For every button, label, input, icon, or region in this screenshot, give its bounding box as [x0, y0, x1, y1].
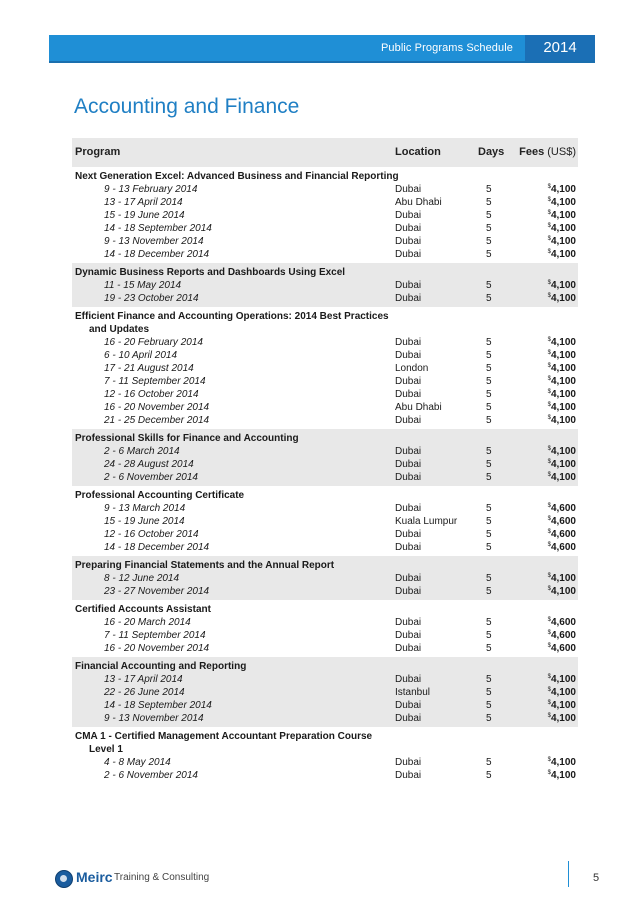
session-fee: $4,600: [547, 643, 576, 654]
session-date: 14 - 18 December 2014: [104, 542, 210, 553]
session-days: 5: [486, 459, 492, 470]
session-row: [72, 414, 578, 427]
session-location: Dubai: [395, 573, 422, 584]
session-fee: $4,100: [547, 687, 576, 698]
session-date: 16 - 20 March 2014: [104, 617, 191, 628]
session-days: 5: [486, 617, 492, 628]
session-row: [72, 458, 578, 471]
session-location: Dubai: [395, 210, 422, 221]
session-location: Dubai: [395, 503, 422, 514]
header-year: 2014: [525, 35, 595, 61]
session-location: Dubai: [395, 446, 422, 457]
program-title: Professional Accounting Certificate: [75, 490, 245, 501]
program-group: [72, 657, 578, 727]
session-location: Dubai: [395, 757, 422, 768]
session-row: [72, 388, 578, 401]
session-days: 5: [486, 236, 492, 247]
session-fee: $4,100: [547, 280, 576, 291]
session-days: 5: [486, 197, 492, 208]
program-group: [72, 727, 578, 784]
session-location: Dubai: [395, 249, 422, 260]
session-row: [72, 349, 578, 362]
session-fee: $4,100: [547, 249, 576, 260]
session-row: [72, 699, 578, 712]
session-location: Kuala Lumpur: [395, 516, 458, 527]
session-fee: $4,100: [547, 402, 576, 413]
session-location: Dubai: [395, 586, 422, 597]
session-days: 5: [486, 757, 492, 768]
session-date: 12 - 16 October 2014: [104, 389, 199, 400]
session-location: Dubai: [395, 674, 422, 685]
schedule-table: [72, 138, 578, 784]
session-date: 2 - 6 March 2014: [104, 446, 180, 457]
session-row: [72, 515, 578, 528]
session-date: 21 - 25 December 2014: [104, 415, 210, 426]
session-fee: $4,600: [547, 516, 576, 527]
session-days: 5: [486, 337, 492, 348]
session-fee: $4,100: [547, 573, 576, 584]
session-location: Dubai: [395, 617, 422, 628]
meirc-logo-icon: [55, 870, 73, 888]
session-days: 5: [486, 713, 492, 724]
session-date: 19 - 23 October 2014: [104, 293, 199, 304]
session-days: 5: [486, 770, 492, 781]
session-date: 9 - 13 November 2014: [104, 713, 204, 724]
page-title: Accounting and Finance: [74, 95, 300, 118]
session-days: 5: [486, 687, 492, 698]
session-days: 5: [486, 643, 492, 654]
session-row: [72, 362, 578, 375]
session-date: 12 - 16 October 2014: [104, 529, 199, 540]
session-date: 17 - 21 August 2014: [104, 363, 194, 374]
program-title: Certified Accounts Assistant: [75, 604, 211, 615]
session-fee: $4,100: [547, 674, 576, 685]
session-fee: $4,100: [547, 184, 576, 195]
session-location: Dubai: [395, 415, 422, 426]
program-group: [72, 556, 578, 600]
session-location: Istanbul: [395, 687, 431, 698]
footer-divider: [568, 861, 569, 887]
session-days: 5: [486, 402, 492, 413]
session-days: 5: [486, 674, 492, 685]
session-fee: $4,100: [547, 197, 576, 208]
session-location: Dubai: [395, 529, 422, 540]
session-date: 13 - 17 April 2014: [104, 197, 183, 208]
program-title: CMA 1 - Certified Management Accountant Preparation Course Level 1: [75, 731, 373, 755]
session-date: 8 - 12 June 2014: [104, 573, 180, 584]
session-date: 11 - 15 May 2014: [104, 280, 182, 291]
session-location: Dubai: [395, 337, 422, 348]
session-row: [72, 616, 578, 629]
session-location: Dubai: [395, 643, 422, 654]
session-date: 13 - 17 April 2014: [104, 674, 183, 685]
session-days: 5: [486, 542, 492, 553]
session-days: 5: [486, 350, 492, 361]
col-program: Program: [75, 146, 121, 158]
session-days: 5: [486, 586, 492, 597]
session-fee: $4,100: [547, 770, 576, 781]
session-row: [72, 445, 578, 458]
session-fee: $4,600: [547, 617, 576, 628]
session-date: 2 - 6 November 2014: [104, 770, 198, 781]
session-location: Dubai: [395, 184, 422, 195]
session-days: 5: [486, 529, 492, 540]
session-date: 9 - 13 February 2014: [104, 184, 198, 195]
col-days: Days: [478, 146, 505, 158]
session-row: [72, 248, 578, 261]
session-location: Dubai: [395, 293, 422, 304]
program-title: Financial Accounting and Reporting: [75, 661, 247, 672]
session-date: 6 - 10 April 2014: [104, 350, 178, 361]
page-number: 5: [593, 872, 600, 884]
session-date: 22 - 26 June 2014: [104, 687, 185, 698]
session-row: [72, 712, 578, 725]
session-row: [72, 292, 578, 305]
session-date: 9 - 13 November 2014: [104, 236, 204, 247]
program-group: [72, 429, 578, 486]
session-date: 23 - 27 November 2014: [104, 586, 210, 597]
session-days: 5: [486, 573, 492, 584]
session-days: 5: [486, 249, 492, 260]
session-fee: $4,100: [547, 757, 576, 768]
program-group: [72, 307, 578, 429]
session-days: 5: [486, 223, 492, 234]
session-location: Dubai: [395, 770, 422, 781]
session-location: Abu Dhabi: [395, 402, 442, 413]
program-title: Preparing Financial Statements and the Annual Report: [75, 560, 335, 571]
session-row: [72, 375, 578, 388]
session-row: [72, 585, 578, 598]
program-groups: [72, 167, 578, 784]
session-days: 5: [486, 280, 492, 291]
session-fee: $4,600: [547, 503, 576, 514]
session-location: Dubai: [395, 700, 422, 711]
session-row: [72, 769, 578, 782]
session-row: [72, 209, 578, 222]
program-title: Professional Skills for Finance and Accounting: [75, 433, 299, 444]
program-title: Dynamic Business Reports and Dashboards Using Excel: [75, 267, 346, 278]
session-location: Dubai: [395, 542, 422, 553]
session-fee: $4,600: [547, 542, 576, 553]
session-days: 5: [486, 293, 492, 304]
session-days: 5: [486, 503, 492, 514]
session-location: Dubai: [395, 713, 422, 724]
session-row: [72, 528, 578, 541]
session-days: 5: [486, 472, 492, 483]
session-days: 5: [486, 700, 492, 711]
session-fee: $4,100: [547, 210, 576, 221]
session-date: 16 - 20 November 2014: [104, 402, 210, 413]
session-fee: $4,100: [547, 700, 576, 711]
session-location: Dubai: [395, 223, 422, 234]
program-group: [72, 600, 578, 657]
session-fee: $4,100: [547, 713, 576, 724]
session-days: 5: [486, 376, 492, 387]
session-location: Dubai: [395, 280, 422, 291]
program-title: Efficient Finance and Accounting Operations: 2014 Best Practices and Updates: [75, 311, 389, 335]
footer-brand: Meirc: [76, 869, 113, 885]
session-row: [72, 686, 578, 699]
col-location: Location: [395, 146, 441, 158]
session-days: 5: [486, 210, 492, 221]
session-fee: $4,100: [547, 376, 576, 387]
session-days: 5: [486, 184, 492, 195]
session-fee: $4,100: [547, 350, 576, 361]
session-row: [72, 336, 578, 349]
footer: [50, 867, 600, 889]
session-row: [72, 629, 578, 642]
program-group: [72, 486, 578, 556]
session-fee: $4,600: [547, 630, 576, 641]
session-fee: $4,100: [547, 293, 576, 304]
session-date: 7 - 11 September 2014: [104, 630, 206, 641]
session-date: 16 - 20 February 2014: [104, 337, 203, 348]
session-row: [72, 196, 578, 209]
session-date: 14 - 18 September 2014: [104, 700, 212, 711]
session-date: 14 - 18 December 2014: [104, 249, 210, 260]
session-days: 5: [486, 363, 492, 374]
footer-tagline: Training & Consulting: [114, 872, 210, 883]
session-row: [72, 572, 578, 585]
session-date: 14 - 18 September 2014: [104, 223, 212, 234]
session-row: [72, 235, 578, 248]
session-location: Dubai: [395, 236, 422, 247]
session-date: 7 - 11 September 2014: [104, 376, 206, 387]
session-location: Dubai: [395, 350, 422, 361]
session-row: [72, 183, 578, 196]
session-row: [72, 502, 578, 515]
session-date: 15 - 19 June 2014: [104, 516, 185, 527]
session-row: [72, 673, 578, 686]
table-header: [72, 138, 578, 167]
col-fees: Fees (US$): [519, 146, 576, 158]
session-location: Dubai: [395, 630, 422, 641]
session-days: 5: [486, 630, 492, 641]
session-days: 5: [486, 389, 492, 400]
session-fee: $4,100: [547, 472, 576, 483]
session-row: [72, 541, 578, 554]
program-group: [72, 263, 578, 307]
program-group: [72, 167, 578, 263]
session-date: 15 - 19 June 2014: [104, 210, 185, 221]
session-days: 5: [486, 516, 492, 527]
session-fee: $4,100: [547, 459, 576, 470]
session-location: Abu Dhabi: [395, 197, 442, 208]
session-location: Dubai: [395, 389, 422, 400]
session-row: [72, 279, 578, 292]
session-days: 5: [486, 446, 492, 457]
session-date: 4 - 8 May 2014: [104, 757, 171, 768]
program-title: Next Generation Excel: Advanced Business and Financial Reporting: [75, 171, 399, 182]
session-fee: $4,600: [547, 529, 576, 540]
session-fee: $4,100: [547, 446, 576, 457]
session-date: 16 - 20 November 2014: [104, 643, 210, 654]
session-fee: $4,100: [547, 363, 576, 374]
session-row: [72, 756, 578, 769]
session-fee: $4,100: [547, 337, 576, 348]
session-row: [72, 401, 578, 414]
session-row: [72, 642, 578, 655]
session-fee: $4,100: [547, 236, 576, 247]
session-location: Dubai: [395, 376, 422, 387]
header-bar: [49, 35, 595, 63]
header-label: Public Programs Schedule: [380, 42, 513, 54]
session-date: 9 - 13 March 2014: [104, 503, 186, 514]
session-fee: $4,100: [547, 415, 576, 426]
session-fee: $4,100: [547, 223, 576, 234]
session-fee: $4,100: [547, 586, 576, 597]
session-date: 24 - 28 August 2014: [104, 459, 194, 470]
session-row: [72, 471, 578, 484]
session-days: 5: [486, 415, 492, 426]
session-row: [72, 222, 578, 235]
session-location: London: [395, 363, 429, 374]
session-location: Dubai: [395, 472, 422, 483]
session-location: Dubai: [395, 459, 422, 470]
session-date: 2 - 6 November 2014: [104, 472, 198, 483]
session-fee: $4,100: [547, 389, 576, 400]
